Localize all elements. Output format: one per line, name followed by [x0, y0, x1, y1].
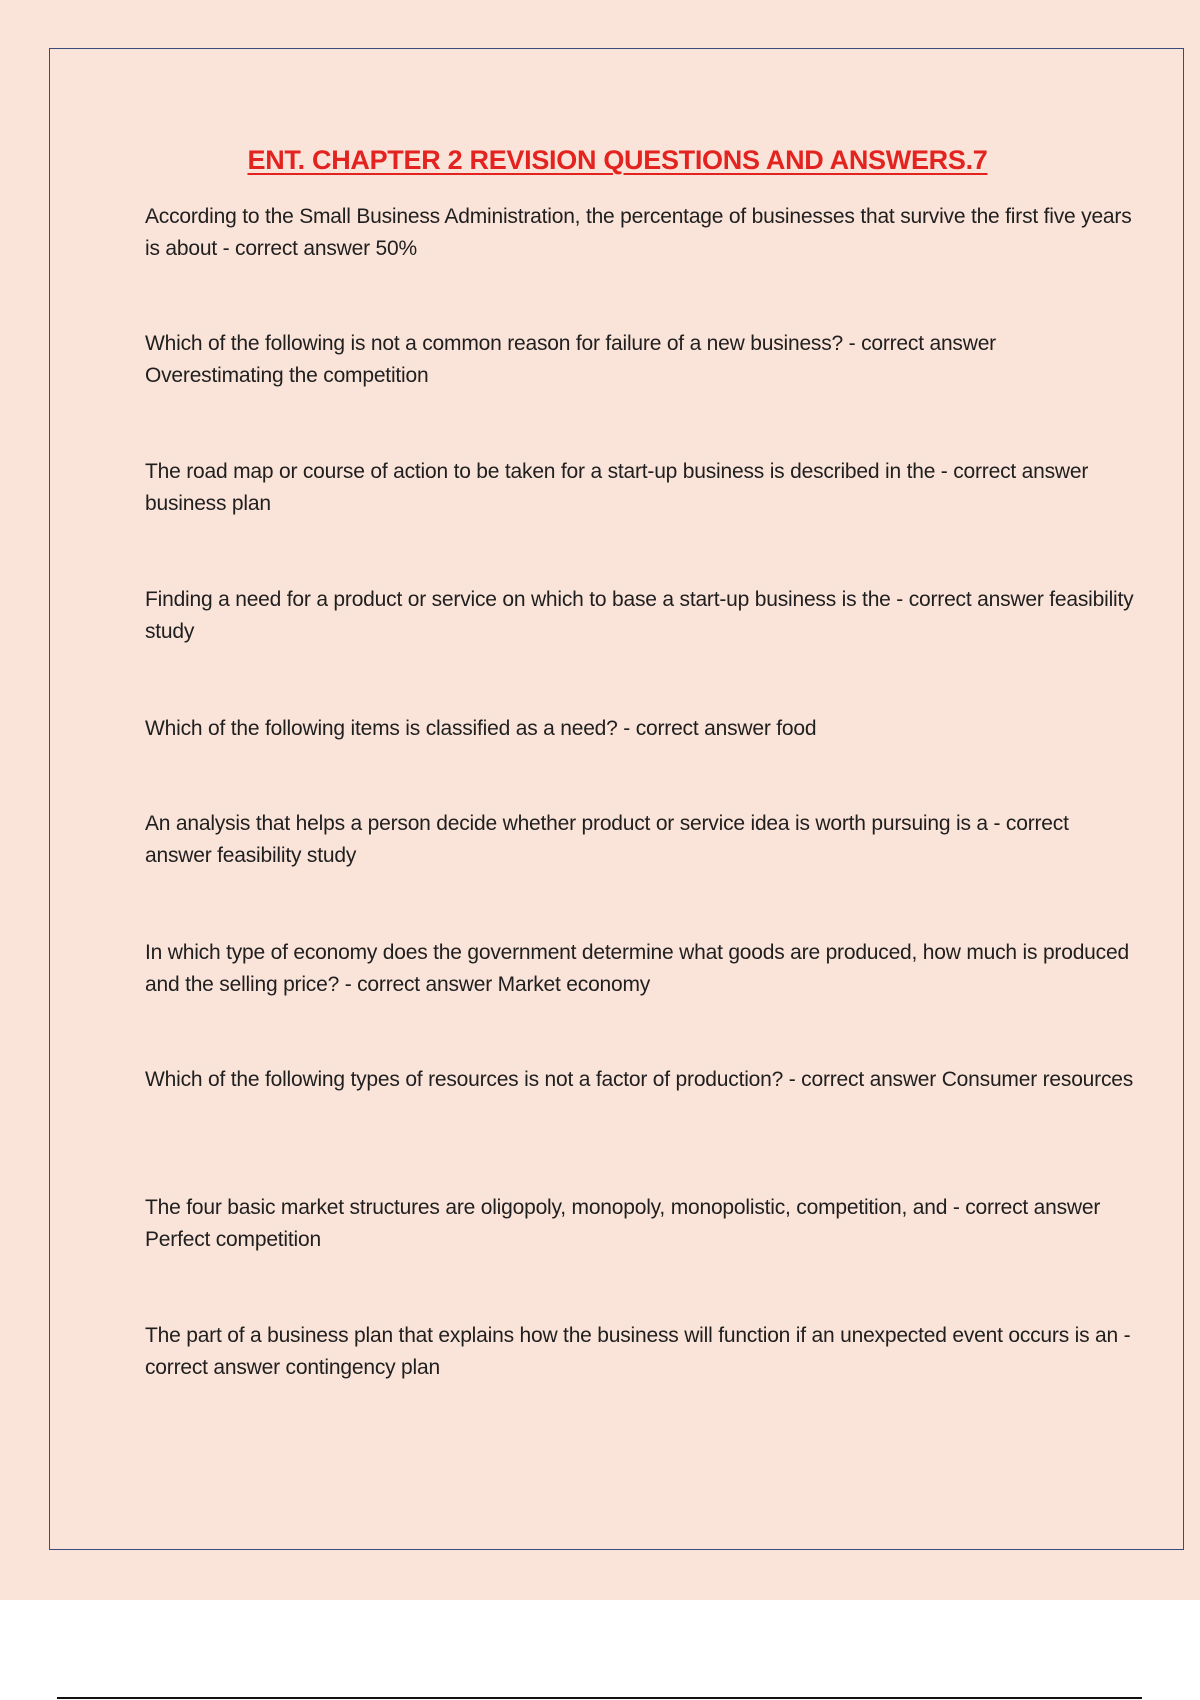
page-frame [49, 48, 1184, 1550]
qa-item-5: Which of the following items is classified as a need? - correct answer food [145, 717, 817, 740]
qa-item-7: In which type of economy does the government determine what goods are produced, how much is produced and the selling price? - correct answer Market economy [145, 941, 1129, 996]
qa-item-2: Which of the following is not a common reason for failure of a new business? - correct answer Overestimating the competition [145, 332, 996, 387]
qa-item-9: The four basic market structures are oligopoly, monopoly, monopolistic, competition, and - correct answer Perfect competition [145, 1196, 1101, 1251]
qa-item-8: Which of the following types of resources is not a factor of production? - correct answer Consumer resources [145, 1068, 1134, 1091]
qa-item-4: Finding a need for a product or service on which to base a start-up business is the - correct answer feasibility study [145, 588, 1134, 643]
qa-item-3: The road map or course of action to be taken for a start-up business is described in the - correct answer business plan [145, 460, 1089, 515]
qa-item-1: According to the Small Business Administration, the percentage of businesses that survive the first five years is about - correct answer 50% [145, 205, 1132, 260]
footer-rule [57, 1697, 1142, 1699]
qa-item-10: The part of a business plan that explains how the business will function if an unexpected event occurs is an - correct answer contingency plan [145, 1324, 1131, 1379]
qa-item-6: An analysis that helps a person decide whether product or service idea is worth pursuing is a - correct answer feasibility study [145, 812, 1069, 867]
document-title: ENT. CHAPTER 2 REVISION QUESTIONS AND ANSWERS.7 [247, 145, 988, 175]
